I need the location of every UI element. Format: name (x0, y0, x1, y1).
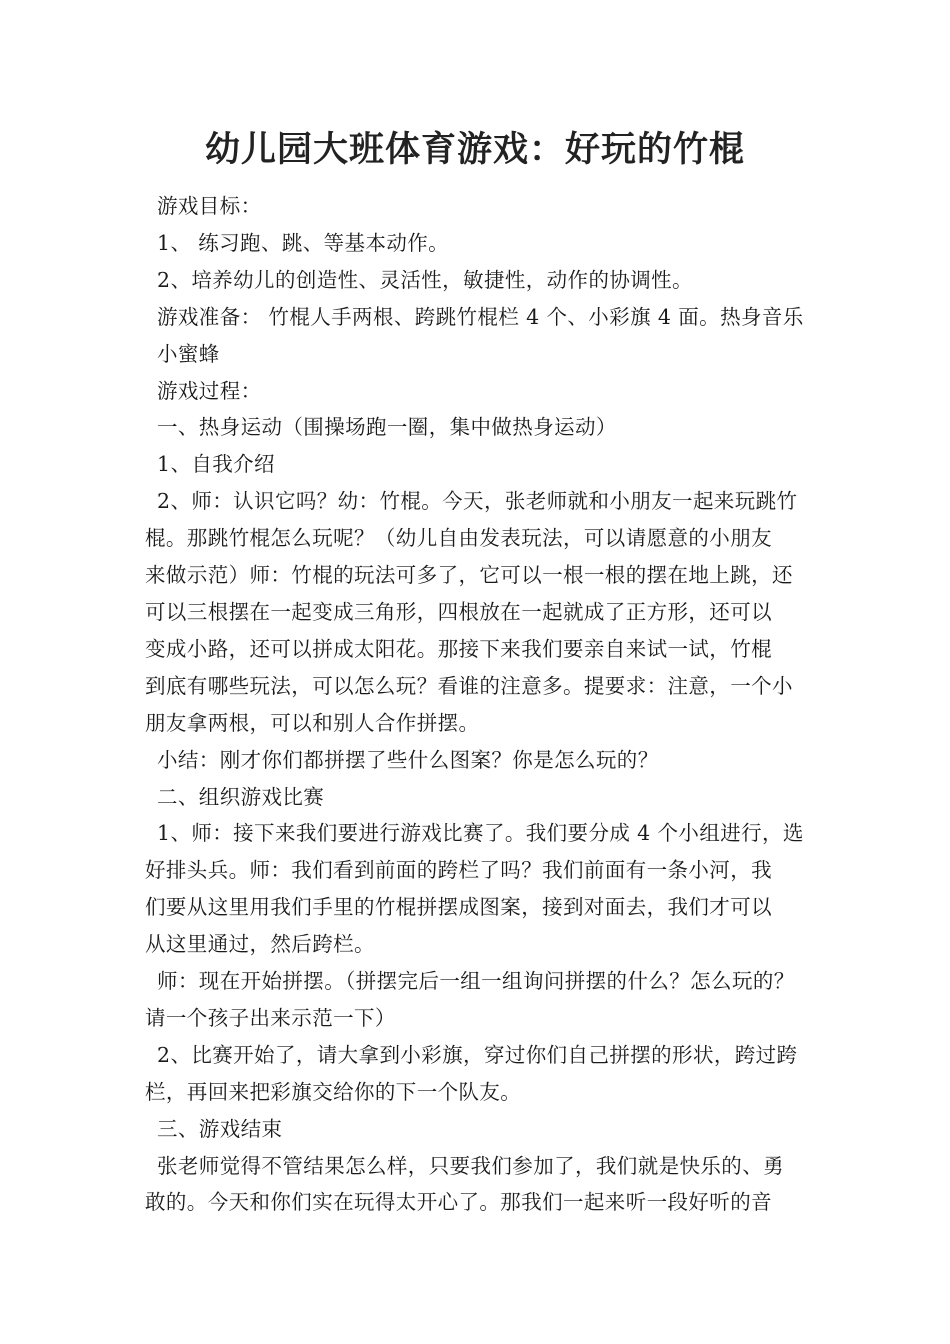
paragraph-line: 张老师觉得不管结果怎么样，只要我们参加了，我们就是快乐的、勇 (157, 1153, 784, 1178)
paragraph-line: 朋友拿两根，可以和别人合作拼摆。 (145, 710, 480, 735)
paragraph-line: 2、比赛开始了，请大拿到小彩旗，穿过你们自己拼摆的形状，跨过跨 (157, 1042, 798, 1067)
paragraph-line: 1、师：接下来我们要进行游戏比赛了。我们要分成 4 个小组进行，选 (157, 821, 804, 846)
paragraph-line: 可以三根摆在一起变成三角形，四根放在一起就成了正方形，还可以 (145, 599, 772, 624)
document-title: 幼儿园大班体育游戏：好玩的竹棍 (204, 129, 745, 170)
paragraph-line: 们要从这里用我们手里的竹棍拼摆成图案，接到对面去，我们才可以 (145, 895, 772, 920)
paragraph-line: 游戏目标： (157, 194, 262, 218)
paragraph-line: 变成小路，还可以拼成太阳花。那接下来我们要亲自来试一试，竹棍 (145, 636, 772, 661)
paragraph-line: 请一个孩子出来示范一下） (145, 1005, 396, 1030)
paragraph-line: 师：现在开始拼摆。（拼摆完后一组一组询问拼摆的什么？怎么玩的？ (157, 969, 795, 994)
paragraph-line: 敢的。今天和你们实在玩得太开心了。那我们一起来听一段好听的音 (145, 1190, 772, 1215)
paragraph-line: 棍。那跳竹棍怎么玩呢？（幼儿自由发表玩法，可以请愿意的小朋友 (145, 526, 772, 551)
paragraph-line: 栏，再回来把彩旗交给你的下一个队友。 (145, 1079, 522, 1104)
paragraph-line: 1、 练习跑、跳、等基本动作。 (157, 230, 450, 255)
paragraph-line: 来做示范）师：竹棍的玩法可多了，它可以一根一根的摆在地上跳，还 (145, 563, 793, 588)
paragraph-line: 2、师：认识它吗？幼：竹棍。今天，张老师就和小朋友一起来玩跳竹 (157, 489, 798, 514)
paragraph-line: 1、自我介绍 (157, 452, 275, 477)
paragraph-line: 三、游戏结束 (157, 1116, 283, 1141)
paragraph-line: 2、培养幼儿的创造性、灵活性，敏捷性，动作的协调性。 (157, 267, 693, 292)
paragraph-line: 从这里通过，然后跨栏。 (145, 932, 375, 957)
paragraph-line: 一、热身运动（围操场跑一圈，集中做热身运动） (157, 415, 617, 440)
paragraph-line: 小结：刚才你们都拼摆了些什么图案？你是怎么玩的？ (157, 747, 659, 772)
paragraph-line: 小蜜蜂 (157, 341, 220, 366)
paragraph-line: 好排头兵。师：我们看到前面的跨栏了吗？我们前面有一条小河，我 (145, 858, 772, 883)
paragraph-line: 到底有哪些玩法，可以怎么玩？看谁的注意多。提要求：注意，一个小 (145, 673, 793, 698)
paragraph-line: 游戏过程： (157, 378, 262, 403)
paragraph-line: 游戏准备： 竹棍人手两根、跨跳竹棍栏 4 个、小彩旗 4 面。热身音乐 (157, 304, 804, 329)
document-body (145, 188, 813, 1221)
paragraph-line: 二、组织游戏比赛 (157, 784, 325, 809)
